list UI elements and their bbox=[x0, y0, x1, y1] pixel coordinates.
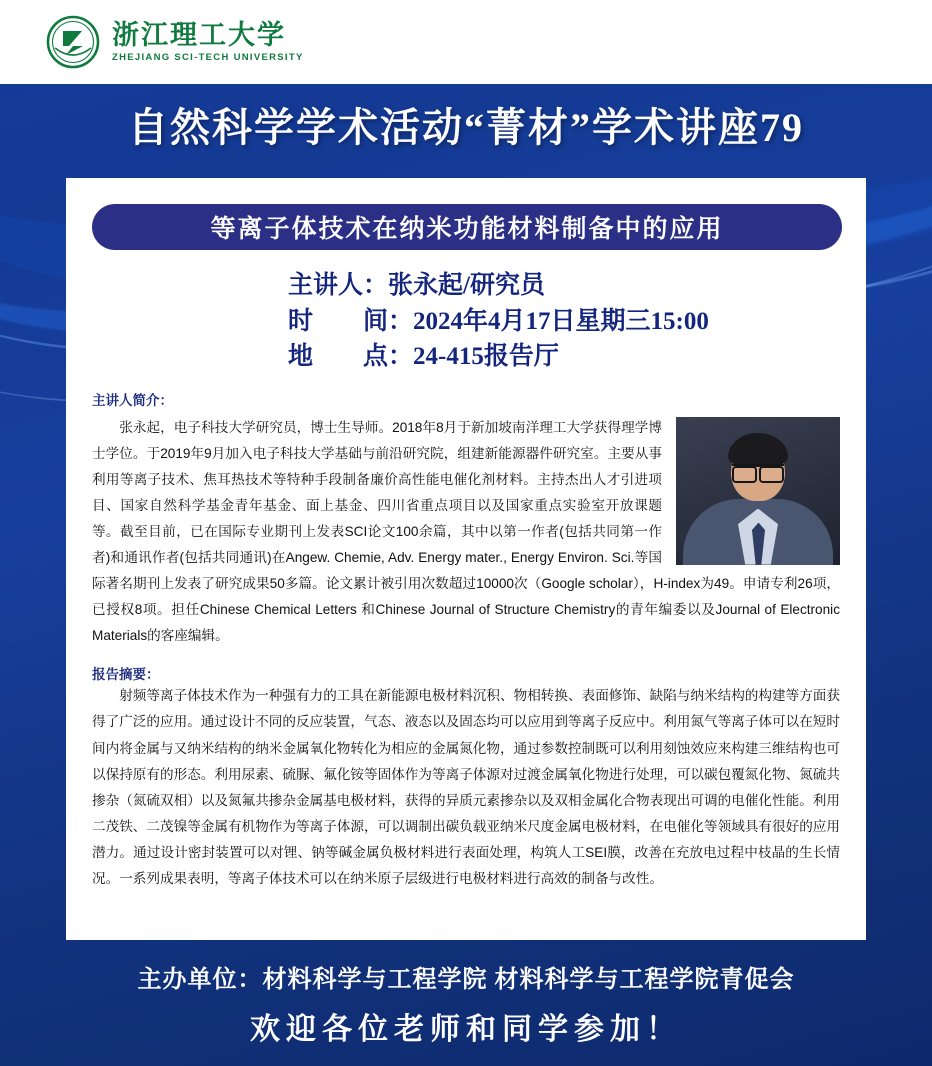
content-card bbox=[66, 178, 866, 940]
university-name bbox=[112, 21, 304, 62]
lecture-topic-bar bbox=[92, 204, 842, 250]
banner-title: 自然科学学术活动“菁材”学术讲座79 bbox=[128, 105, 804, 150]
speaker-portrait bbox=[676, 417, 840, 565]
portrait-glasses bbox=[732, 464, 784, 480]
university-name-en: ZHEJIANG SCI-TECH UNIVERSITY bbox=[112, 51, 304, 63]
bio-text: 张永起，电子科技大学研究员，博士生导师。2018年8月于新加坡南洋理工大学获得理学博士学位。于2019年9月加入电子科技大学基础与前沿研究院，组建新能源器件研究室。主要从事利用等离子技术、焦耳热技术等特种手段制备廉价高性能电催化剂材料。主持杰出人才引进项目、国家自然科学基金青年基金、面上基金、四川省重点项目以及国家重点实验室开放课题等。截至目前，已在国际专业期刊上发表SCI论文100余篇，其中以第一作者(包括共同第一作者)和通讯作者(包括共同通讯)在Angew. Chemie, Adv. Energy mater., Energy Environ. Sci.等国际著名期刊上发表了研究成果50多篇。论文累计被引用次数超过10000次（Google scholar），H-index为49。申请专利26项，已授权8项。担任Chinese Chemical Letters 和Chinese Journal of Structure Chemistry的青年编委以及Journal of Electronic Materials的客座编辑。 bbox=[92, 419, 840, 644]
lecture-meta bbox=[92, 268, 840, 375]
abstract-label: 报告摘要： bbox=[92, 667, 160, 683]
meta-place: 地 点：24-415报告厅 bbox=[288, 343, 559, 370]
bio-block bbox=[92, 415, 840, 650]
meta-time: 时 间：2024年4月17日星期三15:00 bbox=[288, 307, 709, 335]
poster-header bbox=[0, 0, 932, 84]
poster-footer bbox=[0, 959, 932, 1066]
bio-label: 主讲人简介： bbox=[92, 392, 173, 408]
organizers: 主办单位：材料科学与工程学院 材料科学与工程学院青促会 bbox=[137, 967, 795, 993]
meta-speaker: 主讲人：张永起/研究员 bbox=[288, 272, 545, 299]
abstract-block bbox=[92, 663, 840, 892]
lecture-topic: 等离子体技术在纳米功能材料制备中的应用 bbox=[210, 216, 724, 243]
university-crest-icon bbox=[46, 15, 100, 69]
welcome-message: 欢迎各位老师和同学参加！ bbox=[250, 1013, 682, 1046]
portrait-hair bbox=[728, 433, 788, 467]
abstract-text: 射频等离子体技术作为一种强有力的工具在新能源电极材料沉积、物相转换、表面修饰、缺陷与纳米结构的构建等方面获得了广泛的应用。通过设计不同的反应装置，气态、液态以及固态均可以应用到等离子反应中。利用氮气等离子体可以在短时间内将金属与又纳米结构的纳米金属氧化物转化为相应的金属氮化物，通过参数控制既可以利用刻蚀效应来构建三维结构也可以保持原有的形态。利用尿素、硫脲、氟化铵等固体作为等离子体源对过渡金属氧化物进行处理，可以碳包覆氮化物、氮硫共掺杂（氮硫双相）以及氮氟共掺杂金属基电极材料，获得的异质元素掺杂以及双相金属化合物表现出可调的电催化性能。利用二茂铁、二茂镍等金属有机物作为等离子体源，可以调制出碳负载亚纳米尺度金属电极材料，在电催化等领域具有很好的应用潜力。通过设计密封装置可以对锂、钠等碱金属负极材料进行表面处理，构筑人工SEI膜，改善在充放电过程中枝晶的生长情况。一系列成果表明，等离子体技术可以在纳米原子层级进行电极材料进行高效的制备与改性。 bbox=[92, 688, 840, 886]
university-logo bbox=[46, 15, 304, 69]
university-name-cn: 浙江理工大学 bbox=[112, 20, 286, 51]
banner bbox=[0, 96, 932, 153]
